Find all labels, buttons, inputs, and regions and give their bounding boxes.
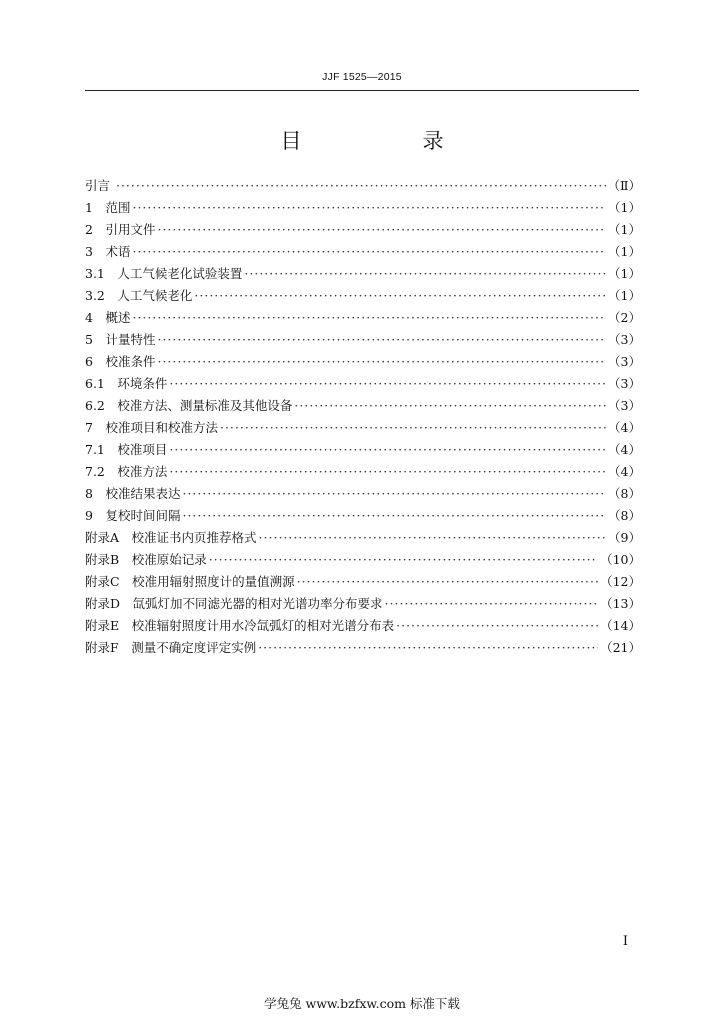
toc-entry-page: （1） [608,222,641,237]
dot-leader [294,395,606,417]
toc-entry[interactable] [85,571,641,593]
toc-entry-label: 校准方法、测量标准及其他设备 [117,398,293,413]
toc-entry[interactable] [85,549,641,571]
toc-entry-number: 6.1 [85,376,118,391]
toc-entry[interactable] [85,307,641,329]
toc-entry[interactable] [85,219,641,241]
toc-entry-page: （13） [600,596,641,611]
toc-entry-label: 校准证书内页推荐格式 [131,530,257,545]
toc-entry[interactable] [85,615,641,637]
toc-entry[interactable] [85,285,641,307]
toc-entry-number: 4 [85,310,106,325]
toc-entry-page: （4） [608,442,641,457]
toc-entry-page: （4） [608,420,641,435]
dot-leader [132,307,606,329]
toc-entry-number: 6.2 [85,398,118,413]
toc-entry[interactable] [85,175,641,197]
toc-entry-number: 2 [85,222,106,237]
toc-entry-number: 引言 [85,178,114,193]
toc-entry[interactable] [85,461,641,483]
toc-entry[interactable] [85,373,641,395]
toc-entry-number: 5 [85,332,106,347]
toc-entry-label: 校准项目 [117,442,168,457]
toc-entry-page: （12） [600,574,641,589]
toc-entry-page: （1） [608,244,641,259]
toc-entry-number: 附录D [85,596,133,611]
toc-entry-label: 范围 [105,200,131,215]
toc-entry[interactable] [85,439,641,461]
toc-entry-page: （8） [608,508,641,523]
dot-leader [259,527,607,549]
toc-entry[interactable] [85,351,641,373]
toc-entry-page: （9） [608,530,641,545]
toc-entry-label: 人工气候老化 [117,288,193,303]
dot-leader [157,329,606,351]
toc-entry-page: （3） [608,398,641,413]
toc-entry-label: 校准方法 [117,464,168,479]
toc-entry[interactable] [85,505,641,527]
toc-entry-label: 校准原始记录 [131,552,207,567]
toc-entry-page: （Ⅱ） [607,178,641,193]
dot-leader [209,549,598,571]
toc-entry[interactable] [85,395,641,417]
toc-entry-label: 环境条件 [117,376,168,391]
toc-entry-number: 附录A [85,530,132,545]
toc-entry-page: （8） [608,486,641,501]
dot-leader [132,241,606,263]
toc-entry-number: 附录E [85,618,132,633]
header-rule [85,90,639,91]
toc-entry[interactable] [85,593,641,615]
toc-entry-label: 引用文件 [105,222,156,237]
toc-entry-label: 计量特性 [105,332,156,347]
dot-leader [396,615,598,637]
dot-leader [132,197,606,219]
toc-entry-label: 人工气候老化试验装置 [117,266,243,281]
table-of-contents [85,175,641,659]
toc-entry-label: 校准条件 [105,354,156,369]
toc-entry[interactable] [85,263,641,285]
toc-entry[interactable] [85,197,641,219]
toc-entry-page: （10） [600,552,641,567]
dot-leader [116,175,606,197]
toc-entry-label: 校准项目和校准方法 [105,420,218,435]
toc-entry-number: 附录F [85,640,132,655]
dot-leader [182,505,606,527]
toc-entry[interactable] [85,417,641,439]
toc-entry-number: 9 [85,508,106,523]
toc-entry-label: 概述 [105,310,131,325]
toc-entry-number: 3.1 [85,266,118,281]
toc-entry-page: （3） [608,332,641,347]
toc-entry-label: 氙弧灯加不同滤光器的相对光谱功率分布要求 [132,596,383,611]
dot-leader [169,461,606,483]
dot-leader [169,439,606,461]
toc-entry-page: （1） [608,200,641,215]
document-code-header: JJF 1525—2015 [322,71,402,83]
toc-entry-page: （21） [600,640,641,655]
dot-leader [258,637,598,659]
toc-entry[interactable] [85,329,641,351]
page-title: 目 录 [280,129,494,153]
toc-entry-page: （2） [608,310,641,325]
toc-entry-number: 7 [85,420,106,435]
toc-entry-number: 附录B [85,552,132,567]
toc-entry[interactable] [85,483,641,505]
dot-leader [157,219,606,241]
toc-entry-page: （14） [600,618,641,633]
toc-entry[interactable] [85,527,641,549]
toc-entry[interactable] [85,241,641,263]
dot-leader [182,483,606,505]
toc-entry-label: 校准用辐射照度计的量值溯源 [132,574,295,589]
page-number: I [622,934,628,949]
toc-entry-number: 7.1 [85,442,118,457]
toc-entry-page: （3） [608,376,641,391]
dot-leader [194,285,606,307]
dot-leader [220,417,606,439]
toc-entry[interactable] [85,637,641,659]
toc-entry-number: 附录C [85,574,133,589]
toc-entry-number: 1 [85,200,106,215]
dot-leader [157,351,606,373]
toc-entry-label: 校准辐射照度计用水冷氙弧灯的相对光谱分布表 [131,618,395,633]
dot-leader [169,373,606,395]
toc-entry-label: 复校时间间隔 [105,508,181,523]
toc-entry-page: （3） [608,354,641,369]
toc-entry-page: （4） [608,464,641,479]
toc-entry-page: （1） [608,266,641,281]
toc-entry-number: 3.2 [85,288,118,303]
dot-leader [385,593,599,615]
toc-entry-number: 7.2 [85,464,118,479]
dot-leader [244,263,606,285]
toc-entry-number: 6 [85,354,106,369]
toc-entry-number: 8 [85,486,106,501]
toc-entry-label: 测量不确定度评定实例 [131,640,257,655]
footer-watermark-text: 学兔兔 www.bzfxw.com 标准下载 [264,996,460,1011]
toc-entry-number: 3 [85,244,106,259]
toc-entry-label: 术语 [105,244,131,259]
dot-leader [297,571,599,593]
toc-entry-page: （1） [608,288,641,303]
toc-entry-label: 校准结果表达 [105,486,181,501]
